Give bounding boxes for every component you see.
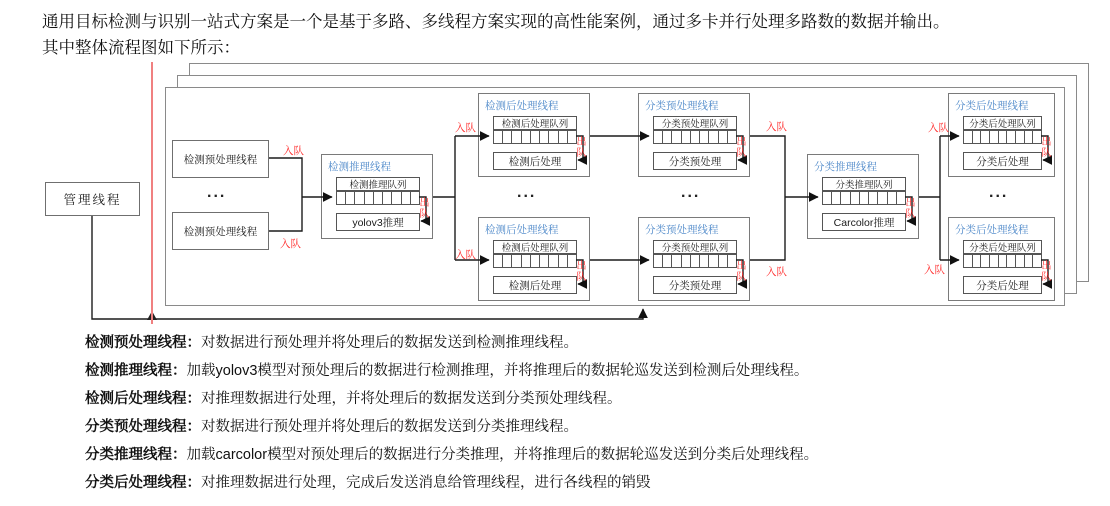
queue-cell	[540, 255, 549, 267]
det-postprocess-thread-container-bottom	[478, 217, 590, 301]
queue-cell	[719, 131, 728, 143]
description-text: 加载yolov3模型对预处理后的数据进行检测推理，并将推理后的数据轮巡发送到检测后处理线程。	[186, 363, 809, 379]
description-text: 加载carcolor模型对预处理后的数据进行分类推理，并将推理后的数据轮巡发送到分类后处理线程。	[186, 447, 819, 463]
queue-cells	[493, 130, 577, 144]
process-box: 分类预处理	[653, 152, 737, 170]
queue-label: 检测后处理队列	[493, 240, 577, 254]
queue-cell	[549, 131, 558, 143]
dequeue-label: 出队	[576, 137, 587, 159]
queue-cell	[402, 192, 411, 204]
queue-cells	[653, 254, 737, 268]
queue-cell	[1007, 131, 1016, 143]
queue-cell	[512, 255, 521, 267]
queue-cell	[503, 131, 512, 143]
queue-cell	[719, 255, 728, 267]
description-row	[85, 387, 818, 415]
enqueue-label: 入队	[455, 249, 476, 261]
queue-cell	[494, 255, 503, 267]
description-text: 对推理数据进行处理，并将处理后的数据发送到分类预处理线程。	[201, 391, 622, 407]
queue-cell	[728, 131, 736, 143]
queue-cell	[869, 192, 878, 204]
queue-cell	[860, 192, 869, 204]
enqueue-label: 入队	[924, 264, 945, 276]
queue-cell	[682, 255, 691, 267]
dequeue-label: 出队	[736, 137, 747, 159]
description-text: 对推理数据进行处理，完成后发送消息给管理线程，进行各线程的销毁	[201, 475, 651, 491]
queue-cell	[981, 255, 990, 267]
cls-preprocess-thread-container-top	[638, 93, 750, 177]
queue-cell	[981, 131, 990, 143]
queue-cell	[823, 192, 832, 204]
queue-cells	[493, 254, 577, 268]
enqueue-label: 入队	[283, 145, 304, 157]
queue-cell	[1033, 131, 1041, 143]
enqueue-label: 入队	[766, 121, 787, 133]
queue-cell	[355, 192, 364, 204]
det-inference-thread-container	[321, 154, 433, 239]
queue-cell	[1033, 255, 1041, 267]
queue-cell	[411, 192, 419, 204]
thread-title: 分类推理线程	[814, 161, 877, 173]
queue-cell	[549, 255, 558, 267]
thread-title: 检测后处理线程	[485, 224, 559, 236]
process-box: yolov3推理	[336, 213, 420, 231]
queue-cell	[700, 255, 709, 267]
queue-label: 分类推理队列	[822, 177, 906, 191]
queue-cell	[851, 192, 860, 204]
queue-cell	[654, 131, 663, 143]
thread-title: 检测后处理线程	[485, 100, 559, 112]
enqueue-label: 入队	[766, 266, 787, 278]
det-postprocess-thread-container-top	[478, 93, 590, 177]
queue-cell	[1007, 255, 1016, 267]
description-row	[85, 415, 818, 443]
queue-cells	[822, 191, 906, 205]
queue-cell	[682, 131, 691, 143]
process-box: 分类后处理	[963, 152, 1042, 170]
queue-cell	[709, 131, 718, 143]
queue-cell	[540, 131, 549, 143]
dequeue-label: 出队	[1041, 261, 1052, 283]
enqueue-label: 入队	[455, 122, 476, 134]
queue-cell	[512, 131, 521, 143]
description-term: 检测推理线程：	[85, 363, 187, 379]
queue-cells	[336, 191, 420, 205]
queue-cell	[728, 255, 736, 267]
description-term: 检测后处理线程：	[85, 391, 201, 407]
process-box: 检测后处理	[493, 276, 577, 294]
queue-cell	[1016, 255, 1025, 267]
cls-postprocess-thread-container-top	[948, 93, 1055, 177]
queue-cell	[531, 255, 540, 267]
queue-label: 分类后处理队列	[963, 116, 1042, 130]
queue-cell	[964, 255, 973, 267]
queue-cell	[888, 192, 897, 204]
description-row	[85, 331, 818, 359]
queue-cells	[963, 254, 1042, 268]
queue-cell	[392, 192, 401, 204]
queue-cell	[383, 192, 392, 204]
ellipsis-cls-pre: ...	[681, 184, 701, 201]
thread-title: 分类预处理线程	[645, 100, 719, 112]
thread-title: 分类预处理线程	[645, 224, 719, 236]
process-box: Carcolor推理	[822, 213, 906, 231]
queue-cell	[374, 192, 383, 204]
cls-postprocess-thread-container-bottom	[948, 217, 1055, 301]
queue-cell	[672, 255, 681, 267]
queue-cell	[990, 131, 999, 143]
process-box: 分类预处理	[653, 276, 737, 294]
queue-cell	[709, 255, 718, 267]
queue-cell	[559, 131, 568, 143]
description-row	[85, 443, 818, 471]
description-term: 分类预处理线程：	[85, 419, 201, 435]
description-term: 分类后处理线程：	[85, 475, 201, 491]
queue-cell	[568, 255, 576, 267]
manager-thread-box: 管理线程	[45, 182, 140, 216]
queue-cell	[559, 255, 568, 267]
queue-cell	[832, 192, 841, 204]
queue-cell	[691, 255, 700, 267]
dequeue-label: 出队	[736, 261, 747, 283]
queue-cell	[1025, 131, 1034, 143]
queue-cell	[990, 255, 999, 267]
enqueue-label: 入队	[280, 238, 301, 250]
thread-title: 检测推理线程	[328, 161, 391, 173]
queue-cell	[654, 255, 663, 267]
queue-cell	[999, 131, 1008, 143]
queue-label: 分类后处理队列	[963, 240, 1042, 254]
thread-descriptions	[85, 331, 818, 499]
queue-label: 分类预处理队列	[653, 116, 737, 130]
queue-cell	[841, 192, 850, 204]
thread-title: 分类后处理线程	[955, 100, 1029, 112]
queue-cell	[964, 131, 973, 143]
queue-cell	[999, 255, 1008, 267]
queue-label: 检测推理队列	[336, 177, 420, 191]
cls-preprocess-thread-container-bottom	[638, 217, 750, 301]
dequeue-label: 出队	[1041, 137, 1052, 159]
queue-cell	[973, 131, 982, 143]
dequeue-label: 出队	[905, 198, 916, 220]
queue-cell	[700, 131, 709, 143]
queue-cell	[663, 255, 672, 267]
queue-cell	[897, 192, 905, 204]
cls-inference-thread-container	[807, 154, 919, 239]
intro-line-2: 其中整体流程图如下所示：	[42, 39, 240, 57]
enqueue-label: 入队	[928, 122, 949, 134]
description-text: 对数据进行预处理并将处理后的数据发送到检测推理线程。	[201, 335, 578, 351]
queue-cells	[963, 130, 1042, 144]
description-term: 分类推理线程：	[85, 447, 187, 463]
queue-label: 分类预处理队列	[653, 240, 737, 254]
process-box: 检测后处理	[493, 152, 577, 170]
queue-cell	[346, 192, 355, 204]
queue-cell	[691, 131, 700, 143]
queue-cell	[531, 131, 540, 143]
queue-cell	[503, 255, 512, 267]
queue-cell	[672, 131, 681, 143]
junction-arrow	[147, 311, 157, 320]
thread-title: 分类后处理线程	[955, 224, 1029, 236]
queue-cells	[653, 130, 737, 144]
ellipsis-det-post: ...	[517, 184, 537, 201]
ellipsis-det-pre: ...	[207, 184, 227, 201]
det-preprocess-thread-box-1: 检测预处理线程	[172, 140, 269, 178]
det-preprocess-thread-box-2: 检测预处理线程	[172, 212, 269, 250]
description-term: 检测预处理线程：	[85, 335, 201, 351]
queue-cell	[522, 255, 531, 267]
description-row	[85, 471, 818, 499]
queue-cell	[522, 131, 531, 143]
ellipsis-cls-post: ...	[989, 184, 1009, 201]
queue-cell	[494, 131, 503, 143]
queue-cell	[1016, 131, 1025, 143]
queue-cell	[663, 131, 672, 143]
queue-cell	[1025, 255, 1034, 267]
description-row	[85, 359, 818, 387]
dequeue-label: 出队	[419, 198, 430, 220]
dequeue-label: 出队	[576, 261, 587, 283]
process-box: 分类后处理	[963, 276, 1042, 294]
description-text: 对数据进行预处理并将处理后的数据发送到分类推理线程。	[201, 419, 578, 435]
queue-cell	[568, 131, 576, 143]
queue-cell	[973, 255, 982, 267]
queue-cell	[878, 192, 887, 204]
queue-cell	[337, 192, 346, 204]
intro-line-1: 通用目标检测与识别一站式方案是一个是基于多路、多线程方案实现的高性能案例，通过多卡并行处理多路数的数据并输出。	[42, 13, 950, 31]
queue-cell	[365, 192, 374, 204]
queue-label: 检测后处理队列	[493, 116, 577, 130]
